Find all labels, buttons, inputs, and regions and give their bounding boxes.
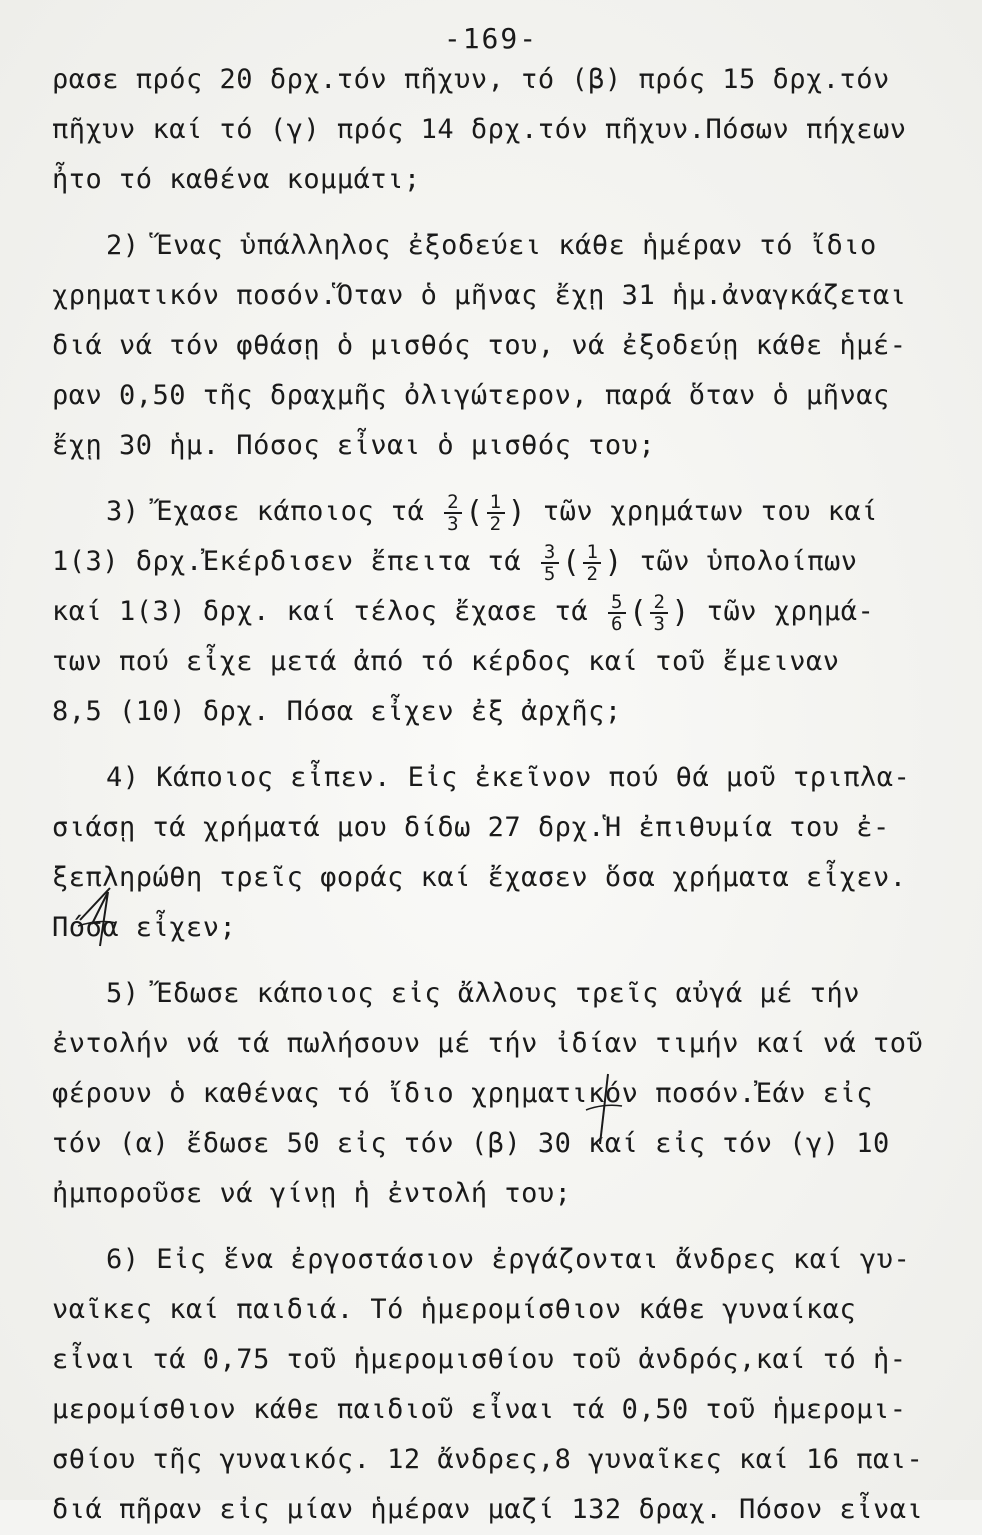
text-line: χρηματικόν ποσόν.Ὅταν ὁ μῆνας ἔχῃ 31 ἡμ.ἀναγκάζεται	[52, 280, 907, 311]
text-line: 8,5 (10) δρχ. Πόσα εἶχεν ἐξ ἀρχῆς;	[52, 696, 622, 727]
text-segment: 1(3) δρχ.Ἐκέρδισεν ἔπειτα τά	[52, 546, 522, 577]
fraction	[583, 542, 601, 584]
text-line: σιάσῃ τά χρήματά μου δίδω 27 δρχ.Ἡ ἐπιθυμία του ἐ-	[52, 812, 890, 843]
text-line: φέρουν ὁ καθένας τό ἴδιο χρηματικόν ποσόν.Ἐάν εἰς	[52, 1078, 874, 1109]
text-line: ἐντολήν νά τά πωλήσουν μέ τήν ἰδίαν τιμήν καί νά τοῦ	[52, 1028, 924, 1059]
problem-3-line	[52, 487, 932, 537]
text-segment: 3) Ἔχασε κάποιος τά	[106, 496, 425, 527]
close-paren: )	[507, 494, 527, 530]
fraction	[487, 492, 505, 534]
fraction-denominator: 2	[489, 512, 502, 535]
problem-text	[52, 55, 932, 1535]
text-segment: τῶν ὑπολοίπων	[639, 546, 858, 577]
text-line: Πόσα εἶχεν;	[52, 912, 237, 943]
open-paren: (	[561, 544, 581, 580]
fraction-numerator: 2	[444, 492, 462, 514]
fraction-denominator: 5	[543, 562, 556, 585]
text-line: πῆχυν καί τό (γ) πρός 14 δρχ.τόν πῆχυν.Πόσων πήχεων	[52, 114, 907, 145]
text-line: ἦτο τό καθένα κομμάτι;	[52, 164, 421, 195]
fraction-numerator: 2	[650, 592, 668, 614]
text-line: διά νά τόν φθάσῃ ὁ μισθός του, νά ἐξοδεύῃ κάθε ἡμέ-	[52, 330, 907, 361]
close-paren: )	[671, 594, 690, 630]
fraction	[444, 492, 462, 534]
text-line	[52, 537, 932, 587]
text-line: ἔχῃ 30 ἡμ. Πόσος εἶναι ὁ μισθός του;	[52, 430, 656, 461]
problem-4-line: 4) Κάποιος εἶπεν. Εἰς ἐκεῖνον πού θά μοῦ τριπλα-	[106, 762, 911, 793]
problem-2-line: 2) Ἕνας ὑπάλληλος ἐξοδεύει κάθε ἡμέραν τό ἴδιο	[106, 230, 877, 261]
text-line	[52, 587, 932, 637]
text-line: ναῖκες καί παιδιά. Τό ἡμερομίσθιον κάθε γυναίκας	[52, 1294, 857, 1325]
fraction-pair	[538, 537, 623, 588]
open-paren: (	[465, 494, 484, 530]
text-segment: τῶν χρημάτων του καί	[542, 496, 879, 527]
problem-6-line: 6) Εἰς ἕνα ἐργοστάσιον ἐργάζονται ἄνδρες καί γυ-	[106, 1244, 911, 1275]
text-line: ξεπληρώθη τρεῖς φοράς καί ἔχασεν ὅσα χρήματα εἶχεν.	[52, 862, 907, 893]
fraction-numerator: 5	[608, 592, 626, 614]
fraction	[650, 592, 668, 634]
problem-5-line: 5) Ἔδωσε κάποιος εἰς ἄλλους τρεῖς αὐγά μέ τήν	[106, 978, 860, 1009]
fraction-denominator: 2	[586, 562, 599, 585]
fraction-numerator: 1	[583, 542, 601, 564]
fraction-numerator: 3	[541, 542, 559, 564]
open-paren: (	[628, 594, 648, 630]
fraction-numerator: 1	[487, 492, 505, 514]
fraction-pair	[605, 587, 690, 638]
text-line: ραν 0,50 τῆς δραχμῆς ὀλιγώτερον, παρά ὅταν ὁ μῆνας	[52, 380, 890, 411]
text-line: εἶναι τά 0,75 τοῦ ἡμερομισθίου τοῦ ἀνδρός,καί τό ἡ-	[52, 1344, 907, 1375]
text-line: ἠμποροῦσε νά γίνῃ ἡ ἐντολή του;	[52, 1178, 572, 1209]
text-line: διά πῆραν εἰς μίαν ἡμέραν μαζί 132 δραχ. Πόσον εἶναι	[52, 1494, 924, 1525]
text-line: ρασε πρός 20 δρχ.τόν πῆχυν, τό (β) πρός 15 δρχ.τόν	[52, 64, 890, 95]
text-line: μερομίσθιον κάθε παιδιοῦ εἶναι τά 0,50 τοῦ ἡμερομι-	[52, 1394, 907, 1425]
page-number: -169-	[443, 22, 539, 55]
fraction-pair	[441, 487, 526, 538]
text-segment: τῶν χρημά-	[706, 596, 875, 627]
fraction-denominator: 6	[610, 612, 623, 635]
fraction	[608, 592, 626, 634]
fraction-denominator: 3	[447, 512, 460, 535]
text-line: τόν (α) ἔδωσε 50 εἰς τόν (β) 30 καί εἰς τόν (γ) 10	[52, 1128, 890, 1159]
text-line: σθίου τῆς γυναικός. 12 ἄνδρες,8 γυναῖκες καί 16 παι-	[52, 1444, 924, 1475]
text-line: των πού εἶχε μετά ἀπό τό κέρδος καί τοῦ ἔμειναν	[52, 646, 840, 677]
text-segment: καί 1(3) δρχ. καί τέλος ἔχασε τά	[52, 596, 589, 627]
fraction-denominator: 3	[653, 612, 666, 635]
close-paren: )	[604, 544, 623, 580]
fraction	[541, 542, 559, 584]
